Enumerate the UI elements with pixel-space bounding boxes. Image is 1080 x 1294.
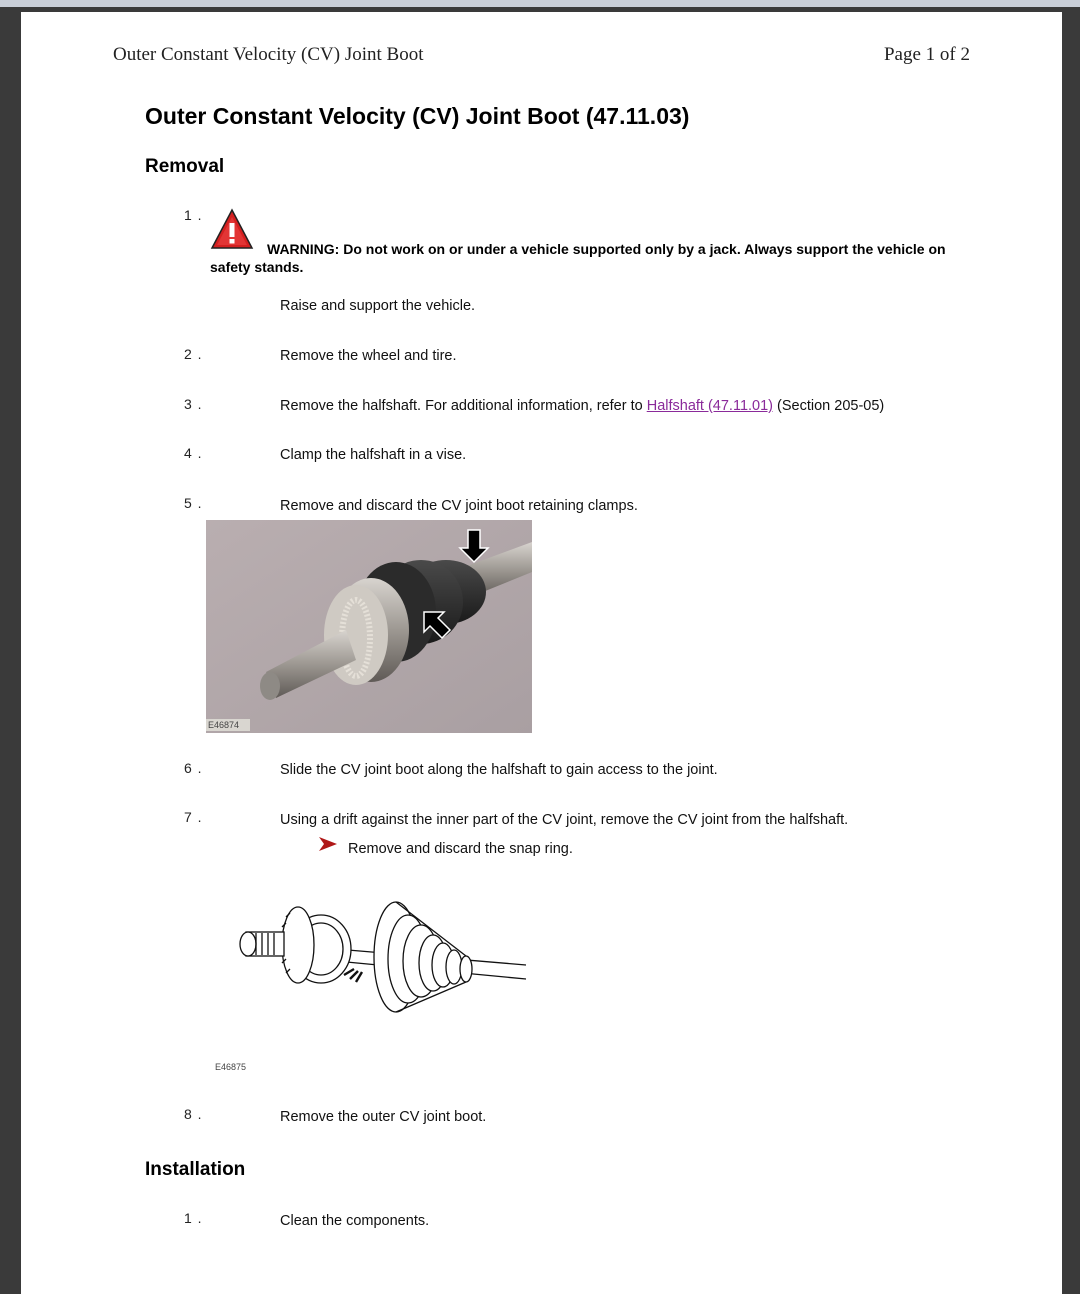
step-text	[280, 398, 884, 414]
step-number: 3 .	[184, 396, 203, 412]
header-page-number: Page 1 of 2	[883, 44, 970, 65]
document-title: Outer Constant Velocity (CV) Joint Boot (47.11.03)	[145, 103, 690, 129]
step-text: Slide the CV joint boot along the halfshaft to gain access to the joint.	[280, 762, 718, 778]
step-text: Using a drift against the inner part of the CV joint, remove the CV joint from the halfshaft.	[280, 812, 849, 828]
cv-joint-photo	[206, 520, 532, 733]
substep-text: Remove and discard the snap ring.	[348, 841, 573, 857]
figure-label: E46874	[208, 720, 240, 730]
step-text: Remove and discard the CV joint boot retaining clamps.	[280, 498, 638, 514]
step-text: Clean the components.	[280, 1213, 430, 1229]
step-number: 5 .	[184, 495, 203, 511]
step-number: 1 .	[184, 207, 203, 223]
step-text: Clamp the halfshaft in a vise.	[280, 447, 467, 463]
step-number: 2 .	[184, 346, 203, 362]
figure-label: E46875	[215, 1062, 247, 1072]
step-number: 6 .	[184, 760, 203, 776]
step-number: 8 .	[184, 1106, 203, 1122]
viewer-top-bar	[0, 0, 1080, 7]
arrow-bullet-icon	[319, 837, 337, 851]
step-text: Remove the outer CV joint boot.	[280, 1109, 487, 1125]
document-page	[21, 12, 1062, 1294]
removal-heading: Removal	[145, 156, 225, 177]
step-text-after-link: (Section 205-05)	[773, 398, 885, 414]
header-title: Outer Constant Velocity (CV) Joint Boot	[113, 44, 424, 65]
installation-heading: Installation	[145, 1159, 246, 1180]
step-number: 1 .	[184, 1210, 203, 1226]
step-number: 7 .	[184, 809, 203, 825]
step-text: Raise and support the vehicle.	[280, 298, 476, 314]
halfshaft-link[interactable]: Halfshaft (47.11.01)	[646, 398, 773, 414]
warning-text: WARNING: Do not work on or under a vehicle supported only by a jack. Always support the vehicle on safety stands.	[210, 241, 946, 275]
step-text: Remove the wheel and tire.	[280, 348, 457, 364]
step-number: 4 .	[184, 445, 203, 461]
step-text-before-link: Remove the halfshaft. For additional information, refer to	[280, 398, 647, 414]
cv-joint-diagram	[226, 887, 531, 1022]
